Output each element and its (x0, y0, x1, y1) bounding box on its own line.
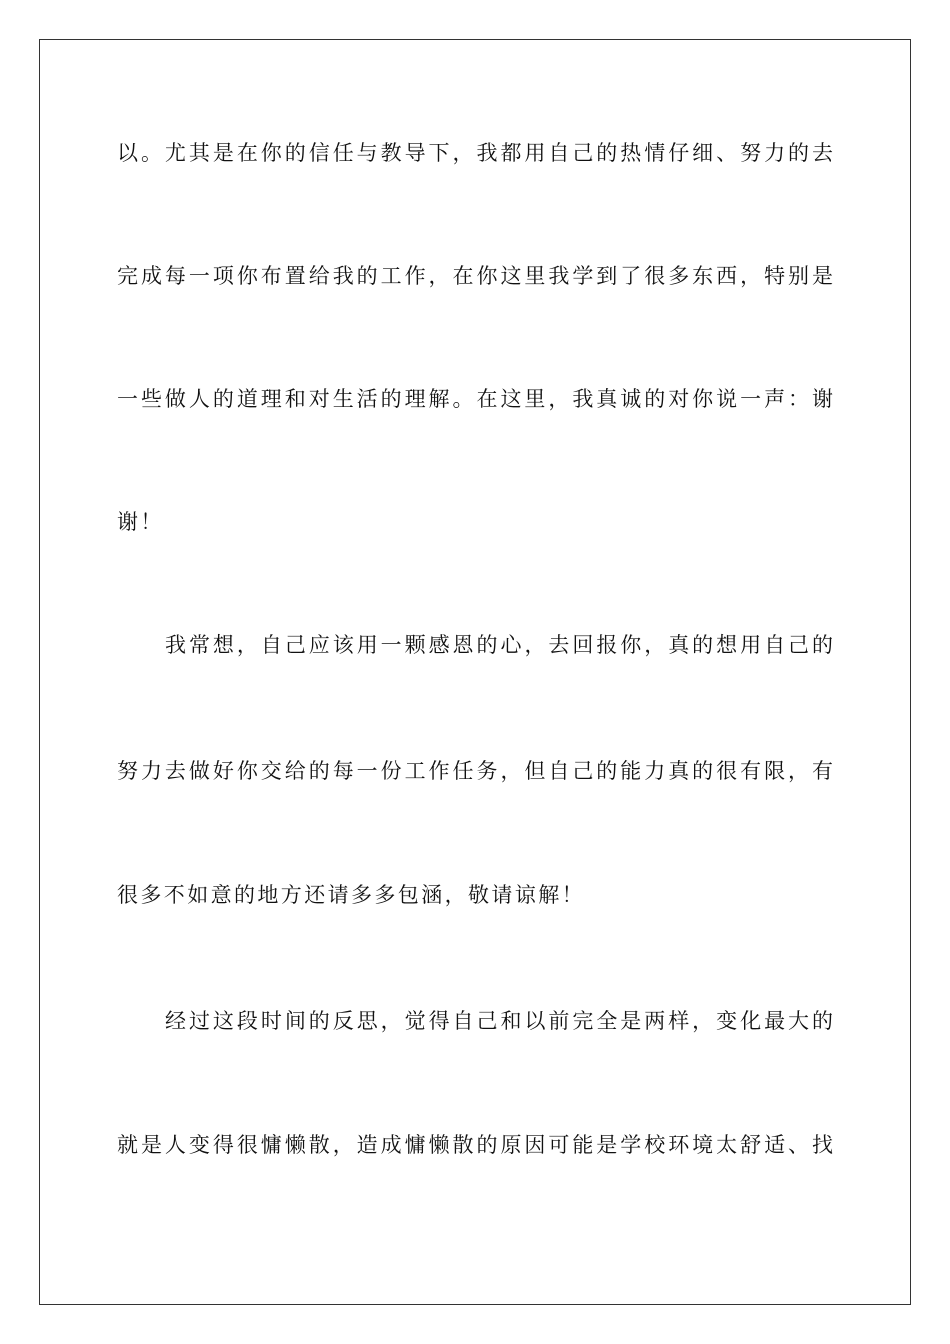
text-line-2: 完成每一项你布置给我的工作，在你这里我学到了很多东西，特别是 (117, 264, 833, 288)
text-line-4: 谢！ (117, 510, 164, 534)
text-line-9: 就是人变得很慵懒散，造成慵懒散的原因可能是学校环境太舒适、找 (117, 1133, 833, 1157)
text-line-3: 一些做人的道理和对生活的理解。在这里，我真诚的对你说一声：谢 (117, 387, 833, 411)
text-line-1: 以。尤其是在你的信任与教导下，我都用自己的热情仔细、努力的去 (117, 141, 833, 165)
text-line-7: 很多不如意的地方还请多多包涵，敬请谅解！ (117, 883, 585, 907)
text-line-8-paragraph-start: 经过这段时间的反思，觉得自己和以前完全是两样，变化最大的 (165, 1009, 833, 1033)
text-line-5-paragraph-start: 我常想，自己应该用一颗感恩的心，去回报你，真的想用自己的 (165, 633, 833, 657)
page-border (39, 39, 911, 1305)
text-line-6: 努力去做好你交给的每一份工作任务，但自己的能力真的很有限，有 (117, 759, 833, 783)
